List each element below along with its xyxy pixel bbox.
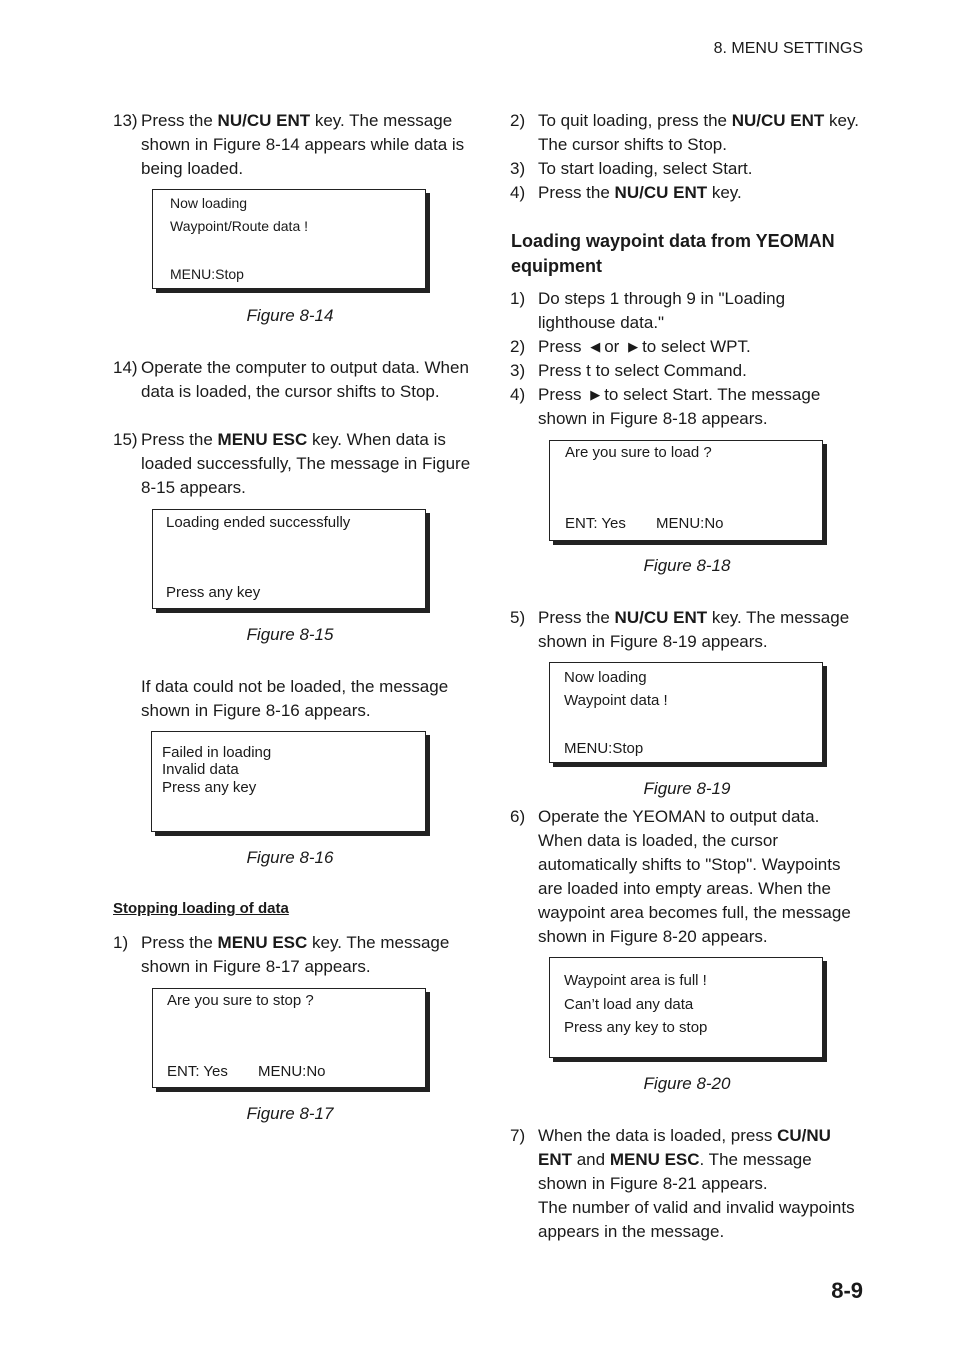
paragraph: If data could not be loaded, the message shown in Figure 8-16 appears. bbox=[141, 677, 449, 720]
message-line: Press any key to stop bbox=[564, 1019, 708, 1036]
key-name: NU/CU ENT bbox=[614, 183, 708, 202]
message-line: MENU:Stop bbox=[564, 740, 644, 757]
step-text: Press the MENU ESC key. When data is loaded successfully, The message in Figure 8-15 appears. bbox=[141, 430, 471, 497]
figure-caption: Figure 8-14 bbox=[246, 306, 334, 325]
message-line: Press any key bbox=[162, 779, 257, 796]
message-line: Waypoint/Route data ! bbox=[170, 218, 309, 234]
step-text: To quit loading, press the NU/CU ENT key. The cursor shifts to Stop. bbox=[538, 111, 859, 154]
message-line: Invalid data bbox=[162, 761, 239, 778]
step-text: Press the MENU ESC key. The message shown in Figure 8-17 appears. bbox=[141, 933, 450, 976]
step-text: Press ◀ or ▶ to select WPT. bbox=[538, 335, 865, 359]
figure-8-19-box bbox=[549, 662, 823, 763]
step-text: When the data is loaded, press CU/NU ENT and MENU ESC. The message shown in Figure 8-21 appears. The number of valid and invalid waypoints appears in the message. bbox=[538, 1126, 855, 1241]
yes-option: ENT: Yes bbox=[167, 1063, 228, 1080]
step-number: 5) bbox=[510, 608, 526, 627]
figure-8-20-box bbox=[549, 957, 823, 1058]
step-number: 2) bbox=[510, 337, 526, 356]
page-number: 8-9 bbox=[831, 1278, 863, 1303]
subsection-heading: Stopping loading of data bbox=[113, 900, 289, 917]
figure-8-18-box bbox=[549, 440, 823, 541]
step-number: 4) bbox=[510, 183, 526, 202]
step-number: 6) bbox=[510, 807, 526, 826]
step-text: Operate the computer to output data. When data is loaded, the cursor shifts to Stop. bbox=[141, 358, 469, 401]
triangle-left-icon: ◀ bbox=[590, 339, 601, 354]
step-text: Press ▶ to select Start. The message shown in Figure 8-18 appears. bbox=[538, 385, 821, 428]
triangle-right-icon: ▶ bbox=[628, 339, 639, 354]
step-text: Press the NU/CU ENT key. The message shown in Figure 8-14 appears while data is being loaded. bbox=[141, 111, 465, 178]
figure-8-17-box bbox=[152, 988, 426, 1088]
figure-caption: Figure 8-19 bbox=[643, 779, 731, 798]
triangle-right-icon: ▶ bbox=[590, 387, 601, 402]
step-text: Press the NU/CU ENT key. The message shown in Figure 8-19 appears. bbox=[538, 608, 850, 651]
message-line: Waypoint area is full ! bbox=[564, 972, 707, 989]
key-name: NU/CU ENT bbox=[217, 111, 311, 130]
message-line: Waypoint data ! bbox=[564, 692, 668, 709]
message-line: Can’t load any data bbox=[564, 996, 694, 1013]
step-number: 14) bbox=[113, 358, 138, 377]
step-text: Do steps 1 through 9 in "Loading lighthouse data." bbox=[538, 289, 786, 332]
step-number: 15) bbox=[113, 430, 138, 449]
section-heading: Loading waypoint data from YEOMAN equipment bbox=[511, 231, 835, 276]
message-line: Are you sure to load ? bbox=[565, 444, 712, 461]
step-number: 3) bbox=[510, 159, 526, 178]
figure-caption: Figure 8-20 bbox=[643, 1074, 731, 1093]
key-name: MENU ESC bbox=[217, 430, 308, 449]
figure-caption: Figure 8-16 bbox=[246, 848, 334, 867]
step-number: 13) bbox=[113, 111, 138, 130]
step-text: Operate the YEOMAN to output data. When data is loaded, the cursor automatically shifts to "Stop". Waypoints are loaded into empty areas. When the waypoint area becomes full, the message shown in Figure 8-20 appears. bbox=[538, 807, 851, 946]
step-number: 1) bbox=[510, 289, 526, 308]
message-line: Failed in loading bbox=[162, 744, 272, 761]
no-option: MENU:No bbox=[258, 1063, 326, 1080]
message-line: Are you sure to stop ? bbox=[167, 992, 314, 1009]
section-header: 8. MENU SETTINGS bbox=[713, 40, 863, 57]
figure-8-14-box bbox=[152, 189, 426, 289]
key-name: MENU ESC bbox=[609, 1150, 700, 1169]
no-option: MENU:No bbox=[656, 515, 724, 532]
key-name: MENU ESC bbox=[217, 933, 308, 952]
figure-8-16-box bbox=[151, 731, 426, 832]
key-name: CU/NU ENT bbox=[538, 1126, 831, 1169]
step-number: 4) bbox=[510, 385, 526, 404]
figure-caption: Figure 8-15 bbox=[246, 625, 334, 644]
message-line: Now loading bbox=[564, 669, 647, 686]
yes-option: ENT: Yes bbox=[565, 515, 626, 532]
figure-caption: Figure 8-17 bbox=[246, 1104, 334, 1123]
message-line: Loading ended successfully bbox=[166, 514, 351, 531]
step-number: 3) bbox=[510, 361, 526, 380]
key-name: NU/CU ENT bbox=[614, 608, 708, 627]
message-line: Now loading bbox=[170, 195, 248, 211]
message-line: MENU:Stop bbox=[170, 266, 244, 282]
figure-caption: Figure 8-18 bbox=[643, 556, 731, 575]
step-number: 7) bbox=[510, 1126, 526, 1145]
step-text: To start loading, select Start. bbox=[538, 159, 753, 178]
figure-8-15-box bbox=[152, 509, 426, 609]
step-text: Press t to select Command. bbox=[538, 361, 747, 380]
step-text: Press the NU/CU ENT key. bbox=[538, 183, 742, 202]
message-line: Press any key bbox=[166, 584, 261, 601]
step-number: 1) bbox=[113, 933, 129, 952]
step-number: 2) bbox=[510, 111, 526, 130]
key-name: NU/CU ENT bbox=[731, 111, 825, 130]
